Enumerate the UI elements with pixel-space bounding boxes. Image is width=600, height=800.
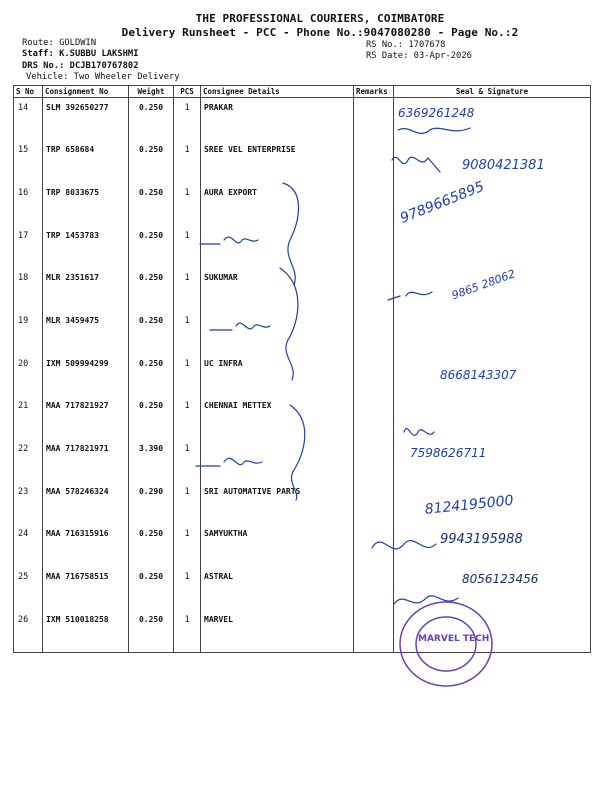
table-row <box>14 311 591 354</box>
row-sno: 26 <box>14 610 43 653</box>
row-consignee: AURA EXPORT <box>201 183 354 226</box>
handwritten-phone-15: 9080421381 <box>462 158 545 173</box>
row-remarks <box>354 140 394 183</box>
col-seal: Seal & Signature <box>394 86 591 98</box>
stamp-text: MARVEL TECH <box>418 634 490 644</box>
handwritten-phone-18: 9865 28062 <box>450 267 517 303</box>
row-weight: 0.250 <box>129 183 174 226</box>
row-remarks <box>354 226 394 269</box>
row-sno: 24 <box>14 524 43 567</box>
col-weight: Weight <box>129 86 174 98</box>
handwritten-phone-14: 6369261248 <box>398 106 475 120</box>
row-consignment: TRP 8033675 <box>43 183 129 226</box>
row-consignee: CHENNAI METTEX <box>201 396 354 439</box>
row-sno: 19 <box>14 311 43 354</box>
row-remarks <box>354 268 394 311</box>
table-row <box>14 439 591 482</box>
row-sno: 17 <box>14 226 43 269</box>
runsheet-title: Delivery Runsheet - PCC - Phone No.:9047080280 - Page No.:2 <box>121 26 519 39</box>
row-consignee: PRAKAR <box>201 98 354 141</box>
row-pcs: 1 <box>174 311 201 354</box>
row-weight: 3.390 <box>129 439 174 482</box>
row-consignment: MAA 717821927 <box>43 396 129 439</box>
drs-number: DRS No.: DCJB170767802 <box>22 61 139 71</box>
row-consignment: MLR 3459475 <box>43 311 129 354</box>
row-consignee <box>201 311 354 354</box>
table-header <box>14 86 591 98</box>
company-title: THE PROFESSIONAL COURIERS, COIMBATORE <box>195 12 445 25</box>
row-pcs: 1 <box>174 183 201 226</box>
col-pcs: PCS <box>174 86 201 98</box>
row-consignee: ASTRAL <box>201 567 354 610</box>
row-pcs: 1 <box>174 482 201 525</box>
row-consignee: SREE VEL ENTERPRISE <box>201 140 354 183</box>
row-sno: 18 <box>14 268 43 311</box>
row-weight: 0.250 <box>129 524 174 567</box>
row-remarks <box>354 396 394 439</box>
row-consignment: MAA 578246324 <box>43 482 129 525</box>
table-row <box>14 183 591 226</box>
row-pcs: 1 <box>174 268 201 311</box>
row-seal <box>394 396 591 439</box>
row-remarks <box>354 567 394 610</box>
row-consignment: IXM 509994299 <box>43 354 129 397</box>
col-remarks: Remarks <box>354 86 394 98</box>
row-remarks <box>354 610 394 653</box>
row-weight: 0.250 <box>129 610 174 653</box>
row-weight: 0.250 <box>129 268 174 311</box>
row-pcs: 1 <box>174 140 201 183</box>
handwritten-phone-20: 8668143307 <box>440 368 517 382</box>
route-label: Route: GOLDWIN <box>22 38 97 48</box>
row-weight: 0.250 <box>129 567 174 610</box>
row-consignment: MAA 716315916 <box>43 524 129 567</box>
row-sno: 22 <box>14 439 43 482</box>
row-consignee: SAMYUKTHA <box>201 524 354 567</box>
row-consignment: MLR 2351617 <box>43 268 129 311</box>
row-pcs: 1 <box>174 439 201 482</box>
rs-number: RS No.: 1707678 <box>366 40 446 50</box>
handwritten-phone-16: 9789665895 <box>398 178 487 227</box>
row-consignee: SRI AUTOMATIVE PARTS <box>201 482 354 525</box>
row-consignee: MARVEL <box>201 610 354 653</box>
staff-label: Staff: K.SUBBU LAKSHMI <box>22 49 139 59</box>
row-consignment: SLM 392650277 <box>43 98 129 141</box>
row-consignee <box>201 226 354 269</box>
row-consignment: MAA 716758515 <box>43 567 129 610</box>
row-sno: 21 <box>14 396 43 439</box>
row-pcs: 1 <box>174 567 201 610</box>
row-remarks <box>354 183 394 226</box>
row-remarks <box>354 354 394 397</box>
table-row <box>14 226 591 269</box>
handwritten-phone-24: 9943195988 <box>440 532 523 547</box>
handwritten-phone-23: 8124195000 <box>424 492 515 518</box>
row-pcs: 1 <box>174 524 201 567</box>
row-consignment: TRP 658684 <box>43 140 129 183</box>
row-seal <box>394 311 591 354</box>
row-pcs: 1 <box>174 610 201 653</box>
table-row <box>14 610 591 653</box>
row-pcs: 1 <box>174 226 201 269</box>
row-pcs: 1 <box>174 98 201 141</box>
table-row <box>14 98 591 141</box>
row-weight: 0.250 <box>129 311 174 354</box>
table-row <box>14 396 591 439</box>
row-weight: 0.250 <box>129 354 174 397</box>
col-sno: S No <box>14 86 43 98</box>
vehicle-label: Vehicle: Two Wheeler Delivery <box>26 72 180 82</box>
row-consignment: MAA 717821971 <box>43 439 129 482</box>
row-weight: 0.250 <box>129 140 174 183</box>
row-consignment: IXM 510018258 <box>43 610 129 653</box>
row-sno: 16 <box>14 183 43 226</box>
row-consignee <box>201 439 354 482</box>
row-remarks <box>354 439 394 482</box>
row-remarks <box>354 482 394 525</box>
row-consignment: TRP 1453783 <box>43 226 129 269</box>
row-weight: 0.250 <box>129 98 174 141</box>
col-consignment: Consignment No <box>43 86 129 98</box>
row-weight: 0.290 <box>129 482 174 525</box>
row-sno: 23 <box>14 482 43 525</box>
handwritten-phone-22: 7598626711 <box>410 446 487 460</box>
row-pcs: 1 <box>174 354 201 397</box>
row-weight: 0.250 <box>129 396 174 439</box>
row-remarks <box>354 311 394 354</box>
row-remarks <box>354 98 394 141</box>
rs-date: RS Date: 03-Apr-2026 <box>366 51 472 61</box>
row-seal <box>394 610 591 653</box>
col-consignee: Consignee Details <box>201 86 354 98</box>
handwritten-phone-25: 8056123456 <box>462 572 539 586</box>
row-pcs: 1 <box>174 396 201 439</box>
row-consignee: UC INFRA <box>201 354 354 397</box>
row-sno: 20 <box>14 354 43 397</box>
row-consignee: SUKUMAR <box>201 268 354 311</box>
row-sno: 14 <box>14 98 43 141</box>
row-weight: 0.250 <box>129 226 174 269</box>
row-seal <box>394 226 591 269</box>
row-sno: 25 <box>14 567 43 610</box>
row-sno: 15 <box>14 140 43 183</box>
row-remarks <box>354 524 394 567</box>
